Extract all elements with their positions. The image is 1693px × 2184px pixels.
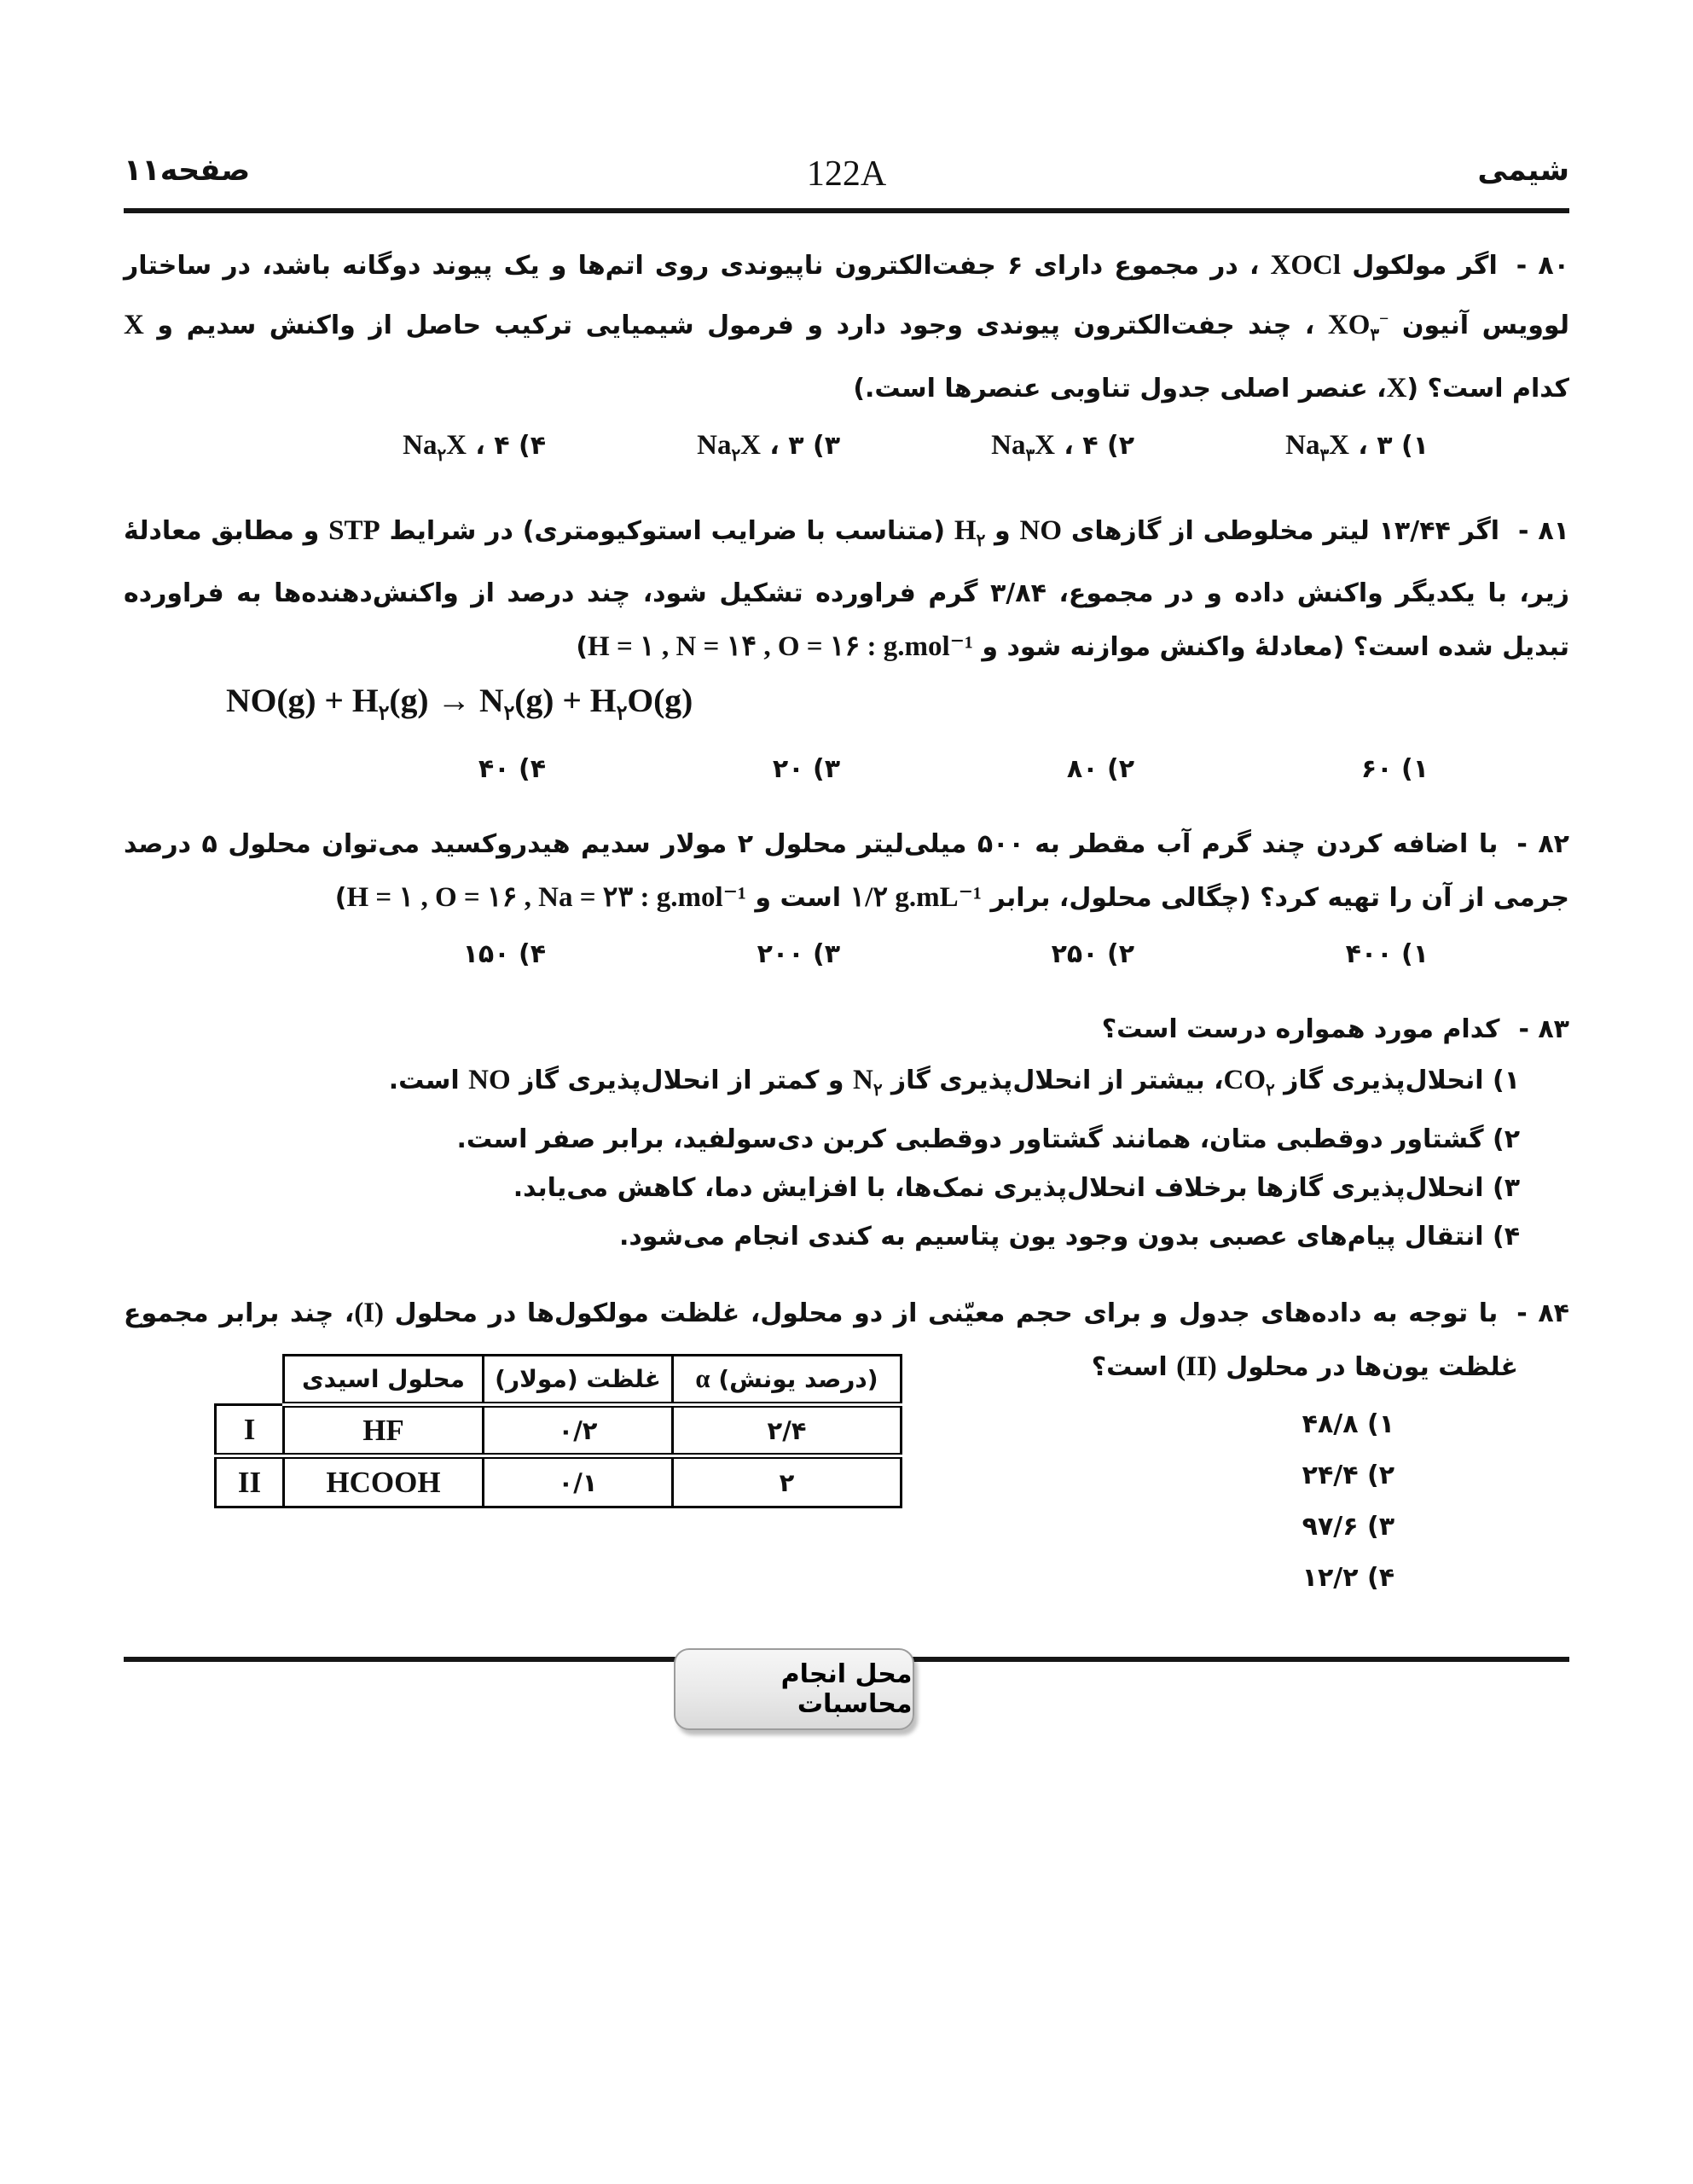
question-text: زیر، با یکدیگر واکنش داده و در مجموع، ۳/۸۴ گرم فراورده تشکیل شود، چند درصد از واکنش‌دهنده‌ها به فراورده (124, 578, 1569, 608)
question-number: ۸۴ - (1516, 1298, 1569, 1328)
option-4: ۴) ۴۰ (478, 754, 546, 785)
data-table (214, 1354, 902, 1508)
question-text: تبدیل شده است؟ (معادلهٔ واکنش موازنه شود و H = ۱ , N = ۱۴ , O = ۱۶ : g.mol⁻¹) (576, 630, 1569, 662)
reaction-equation: $NO(g) + H_۲(g) \to N_۲(g) + H_۲O(g)$ (226, 681, 693, 725)
option-3: ۳) انحلال‌پذیری گازها برخلاف انحلال‌پذیری نمک‌ها، با افزایش دما، کاهش می‌یابد. (513, 1173, 1520, 1203)
concentration-value: ۰/۲ (484, 1405, 673, 1456)
question-80 (124, 239, 1569, 479)
row-label: II (216, 1456, 284, 1507)
acid-formula: HCOOH (284, 1456, 484, 1507)
footer (124, 1616, 1569, 1812)
option-1: ۱) ۴۰۰ (1345, 939, 1429, 970)
question-line (124, 239, 1569, 293)
option-3: ۳) ۹۷/۶ (1302, 1512, 1394, 1542)
options-list (902, 1394, 1569, 1604)
question-83 (124, 1003, 1569, 1261)
option-2: ۲) ۸۰ (1066, 754, 1134, 785)
options-row (124, 422, 1569, 479)
option-1: ۱) انحلال‌پذیری گاز $CO_۲،$ بیشتر از انحلال‌پذیری گاز $N_۲$ و کمتر از انحلال‌پذیری گاز NO است. (388, 1065, 1520, 1100)
option-4: ۴) ۴ ، $Na_۲X$ (403, 429, 546, 465)
question-line (124, 362, 1569, 415)
calc-area-badge: محل انجام محاسبات (674, 1648, 914, 1730)
options-list (124, 1056, 1569, 1261)
question-text: جرمی از آن را تهیه کرد؟ (چگالی محلول، برابر ۱/۲ g.mL⁻¹ است و H = ۱ , O = ۱۶ , Na = ۲۳ : g.mol⁻¹) (334, 882, 1569, 914)
table-corner-cell (216, 1356, 284, 1405)
column-header-concentration: غلظت (مولار) (484, 1356, 673, 1405)
table-header-row (216, 1356, 902, 1405)
question-line (124, 567, 1569, 620)
option-3: ۳) ۲۰۰ (757, 939, 840, 970)
question-text: لوویس آنیون $XO_۳^-$ ، چند جفت‌الکترون پیوندی وجود دارد و فرمول شیمیایی ترکیب حاصل از واکنش سدیم و X (124, 309, 1569, 345)
option-2: ۲) ۲۴/۴ (1302, 1461, 1394, 1490)
question-line (124, 620, 1569, 674)
option-2: ۲) ۲۵۰ (1051, 939, 1134, 970)
column-header-alpha-ionization: (درصد یونش) α (673, 1356, 902, 1405)
question-84-right-column (902, 1340, 1569, 1604)
question-line (124, 871, 1569, 925)
data-table-wrap (214, 1354, 902, 1508)
alpha-value: ۲ (673, 1456, 902, 1507)
options-row (124, 746, 1569, 793)
question-line (124, 1003, 1569, 1056)
alpha-value: ۲/۴ (673, 1405, 902, 1456)
option-1: ۱) ۴۸/۸ (1302, 1409, 1394, 1439)
question-text: اگر مولکول XOCl ، در مجموع دارای ۶ جفت‌الکترون ناپیوندی روی اتم‌ها و یک پیوند دوگانه باشد، در ساختار (124, 250, 1498, 281)
acid-formula: HF (284, 1405, 484, 1456)
subject-title: شیمی (1477, 154, 1569, 188)
option-3: ۳) ۲۰ (772, 754, 840, 785)
question-number: ۸۳ - (1518, 1014, 1569, 1045)
question-text: با توجه به داده‌های جدول و برای حجم معیّنی از دو محلول، غلظت مولکول‌ها در محلول (I)، چند برابر مجموع (124, 1298, 1499, 1328)
booklet-code: 122A (806, 154, 887, 194)
question-text: با اضافه کردن چند گرم آب مقطر به ۵۰۰ میلی‌لیتر محلول ۲ مولار سدیم هیدروکسید می‌توان محلول ۵ درصد (124, 829, 1499, 860)
question-82 (124, 818, 1569, 978)
question-84-body (124, 1340, 1569, 1604)
question-number: ۸۱ - (1518, 515, 1569, 546)
question-number: ۸۲ - (1516, 829, 1569, 860)
question-line (124, 293, 1569, 362)
question-text: اگر ۱۳/۴۴ لیتر مخلوطی از گازهای NO و $H_۲$ (متناسب با ضرایب استوکیومتری) در شرایط STP و مطابق معادلهٔ (124, 514, 1500, 550)
option-3: ۳) ۳ ، $Na_۲X$ (697, 429, 840, 465)
concentration-value: ۰/۱ (484, 1456, 673, 1507)
table-row (216, 1405, 902, 1456)
question-text: کدام است؟ (X، عنصر اصلی جدول تناوبی عنصرها است.) (853, 372, 1569, 404)
table-row (216, 1456, 902, 1507)
question-text: غلظت یون‌ها در محلول (II) است؟ (1091, 1351, 1518, 1382)
page-number: صفحه۱۱ (124, 154, 251, 188)
option-2: ۲) ۴ ، $Na_۳X$ (991, 429, 1134, 465)
question-84 (124, 1287, 1569, 1604)
options-row (124, 932, 1569, 978)
option-4: ۴) ۱۲/۲ (1302, 1563, 1394, 1593)
question-81 (124, 504, 1569, 793)
option-1: ۱) ۶۰ (1360, 754, 1429, 785)
question-line (124, 1287, 1569, 1340)
question-text: کدام مورد همواره درست است؟ (1101, 1014, 1500, 1045)
question-line (124, 818, 1569, 871)
question-number: ۸۰ - (1516, 251, 1569, 281)
row-label: I (216, 1405, 284, 1456)
option-2: ۲) گشتاور دوقطبی متان، همانند گشتاور دوقطبی کربن دی‌سولفید، برابر صفر است. (456, 1124, 1520, 1154)
question-line (124, 504, 1569, 567)
option-4: ۴) انتقال پیام‌های عصبی بدون وجود یون پتاسیم به کندی انجام می‌شود. (618, 1222, 1520, 1252)
page-header (124, 154, 1569, 200)
option-4: ۴) ۱۵۰ (462, 939, 546, 970)
question-line (902, 1340, 1569, 1394)
column-header-acid-solution: محلول اسیدی (284, 1356, 484, 1405)
header-rule (124, 208, 1569, 213)
option-1: ۱) ۳ ، $Na_۳X$ (1285, 429, 1429, 465)
